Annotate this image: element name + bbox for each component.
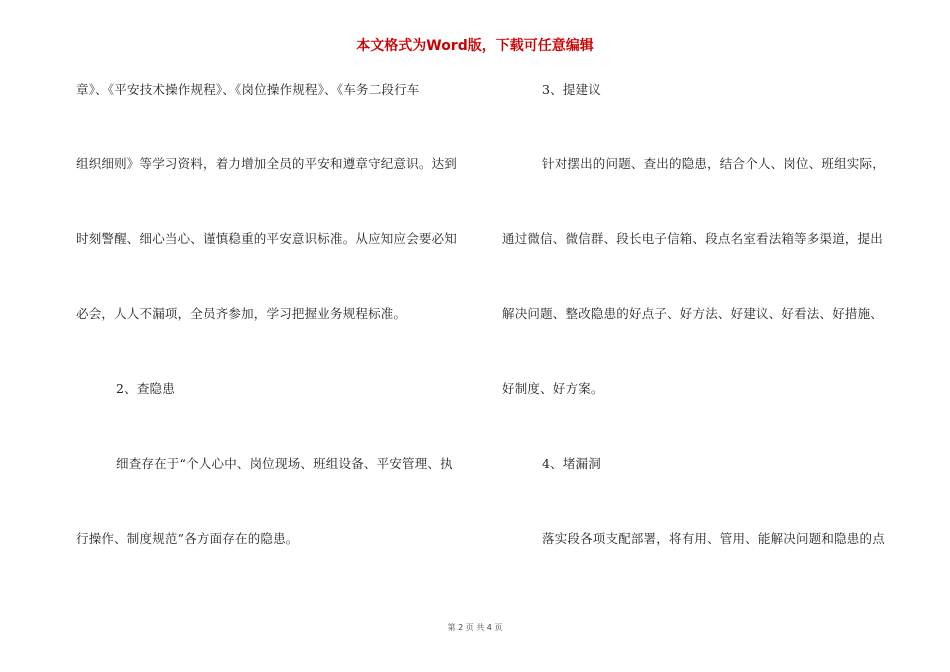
text-line: 时刻警醒、细心当心、谨慎稳重的平安意识标准。从应知应会要必知 (76, 231, 458, 246)
section-heading: 2、查隐患 (116, 381, 175, 396)
section-heading: 3、提建议 (542, 82, 601, 97)
text-line: 组织细则》等学习资料，着力增加全员的平安和遵章守纪意识。达到 (76, 156, 458, 171)
text-line: 通过微信、微信群、段长电子信箱、段点名室看法箱等多渠道，提出 (502, 231, 884, 246)
text-line: 解决问题、整改隐患的好点子、好方法、好建议、好看法、好措施、 (502, 306, 884, 321)
text-line: 章》、《平安技术操作规程》、《岗位操作规程》、《车务二段行车 (76, 82, 420, 97)
text-line: 落实段各项支配部署，将有用、管用、能解决问题和隐患的点 (542, 531, 885, 546)
page-number: 第 2 页 共 4 页 (447, 623, 503, 632)
text-line: 好制度、好方案。 (502, 381, 604, 396)
text-line: 细查存在于“个人心中、岗位现场、班组设备、平安管理、执 (116, 456, 453, 471)
text-line: 必会，人人不漏项，全员齐参加，学习把握业务规程标准。 (76, 306, 407, 321)
document-header: 本文格式为Word版，下载可任意编辑 (356, 38, 594, 54)
text-line: 行操作、制度规范”各方面存在的隐患。 (76, 531, 299, 546)
section-heading: 4、堵漏洞 (542, 456, 601, 471)
text-line: 针对摆出的问题、查出的隐患，结合个人、岗位、班组实际， (542, 156, 885, 171)
